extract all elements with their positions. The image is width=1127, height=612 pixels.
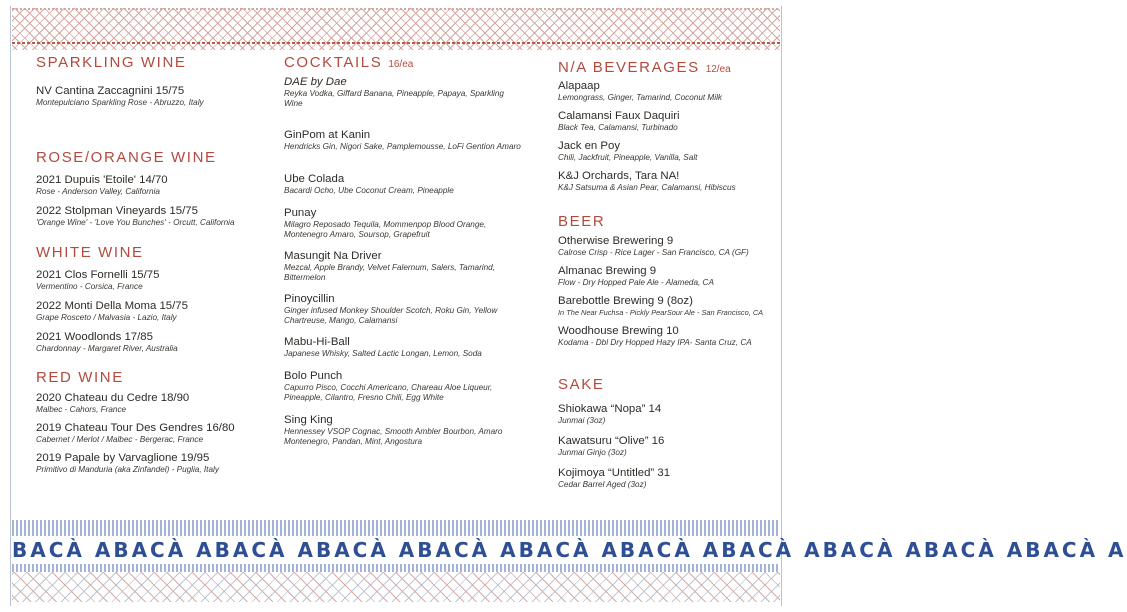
item-description: Junmai Ginjo (3oz): [558, 448, 627, 457]
item-description: Chili, Jackfruit, Pineapple, Vanilla, Salt: [558, 153, 698, 162]
item-name: Calamansi Faux Daquiri: [558, 110, 680, 122]
section-beer: [558, 213, 783, 348]
menu-item: [36, 204, 261, 228]
menu-item: [36, 173, 261, 197]
menu-item: [558, 264, 783, 288]
item-name: Sing King: [284, 414, 333, 426]
menu-item: [558, 434, 783, 458]
item-description: Rose - Anderson Valley, California: [36, 187, 160, 196]
menu-item: [284, 249, 524, 292]
section-title-text: COCKTAILS: [284, 54, 383, 71]
item-description: Japanese Whisky, Salted Lactic Longan, Lemon, Soda: [284, 349, 482, 358]
menu-item: [284, 172, 524, 206]
menu-item: [558, 109, 783, 133]
section-title: ROSE/ORANGE WINE: [36, 149, 217, 166]
item-description: Cedar Barrel Aged (3oz): [558, 480, 647, 489]
section-title: [284, 54, 524, 71]
menu-item: [36, 268, 261, 292]
menu-item: [284, 206, 524, 249]
menu-item: [558, 294, 783, 318]
item-description: Flow - Dry Hopped Pale Ale - Alameda, CA: [558, 278, 714, 287]
menu-item: [36, 299, 261, 323]
cocktail-list: [284, 75, 524, 447]
item-name: 2021 Woodlonds 17/85: [36, 331, 153, 343]
section-na-beverages: [558, 59, 783, 193]
menu-item: [36, 451, 261, 475]
item-name: Punay: [284, 207, 317, 219]
item-description: 'Orange Wine' - 'Love You Bunches' - Orcutt, California: [36, 218, 235, 227]
item-name: 2019 Chateau Tour Des Gendres 16/80: [36, 422, 235, 434]
menu-item: [558, 169, 783, 193]
section-price: 12/ea: [705, 64, 731, 75]
item-description: Kodama - Dbl Dry Hopped Hazy IPA- Santa Cruz, CA: [558, 338, 752, 347]
section-title: SAKE: [558, 376, 605, 393]
section-white-wine: [36, 244, 261, 354]
abaca-logo-strip: BACÀ ABACÀ ABACÀ ABACÀ ABACÀ ABACÀ ABACÀ ABACÀ ABACÀ ABACÀ ABACÀ A: [12, 538, 1127, 562]
item-description: Lemongrass, Ginger, Tamarind, Coconut Milk: [558, 93, 722, 102]
item-name: Masungit Na Driver: [284, 250, 382, 262]
bottom-pattern-band-middle: [12, 564, 780, 572]
menu-item: [36, 84, 261, 108]
item-description: Milagro Reposado Tequila, Mommenpop Blood Orange, Montenegro Amaro, Soursop, Grapefruit: [284, 220, 487, 239]
section-title: BEER: [558, 213, 606, 230]
menu-item: [284, 369, 524, 413]
menu-item: [36, 391, 261, 415]
item-description: Bacardi Ocho, Ube Coconut Cream, Pineapple: [284, 186, 454, 195]
menu-item: [36, 421, 261, 445]
item-description: K&J Satsuma & Asian Pear, Calamansi, Hibiscus: [558, 183, 736, 192]
section-red-wine: [36, 369, 261, 475]
item-name: 2020 Chateau du Cedre 18/90: [36, 392, 190, 404]
item-description: Junmai (3oz): [558, 416, 606, 425]
menu-item: [36, 330, 261, 354]
item-description: Chardonnay - Margaret River, Australia: [36, 344, 178, 353]
menu-column-cocktails: [284, 54, 524, 447]
item-description: Calrose Crisp - Rice Lager - San Francisco, CA (GF): [558, 248, 749, 257]
item-description: Capurro Pisco, Cocchi Americano, Chareau Aloe Liqueur, Pineapple, Cilantro, Fresno Chili, Egg White: [284, 383, 493, 402]
item-description: Primitivo di Manduria (aka Zinfandel) - Puglia, Italy: [36, 465, 219, 474]
item-name: Kawatsuru “Olive” 16: [558, 435, 665, 447]
menu-item: [558, 324, 783, 348]
item-description: Ginger infused Monkey Shoulder Scotch, Roku Gin, Yellow Chartreuse, Mango, Calamansi: [284, 306, 498, 325]
item-description: Malbec - Cahors, France: [36, 405, 127, 414]
item-description: Montepulciano Sparkling Rose - Abruzzo, Italy: [36, 98, 204, 107]
item-name: 2019 Papale by Varvaglione 19/95: [36, 452, 210, 464]
item-description: Grape Rosceto / Malvasia - Lazio, Italy: [36, 313, 177, 322]
section-title: WHITE WINE: [36, 244, 144, 261]
section-title: SPARKLING WINE: [36, 54, 187, 71]
item-name: Jack en Poy: [558, 140, 621, 152]
item-name: NV Cantina Zaccagnini 15/75: [36, 85, 185, 97]
item-description: Mezcal, Apple Brandy, Velvet Falernum, Salers, Tamarind, Bittermelon: [284, 263, 495, 282]
item-name: Alapaap: [558, 80, 600, 92]
section-price: 16/ea: [388, 59, 414, 70]
item-name: GinPom at Kanin: [284, 129, 371, 141]
item-description: Reyka Vodka, Giffard Banana, Pineapple, Papaya, Sparkling Wine: [284, 89, 504, 108]
menu-item: [558, 79, 783, 103]
item-name: Bolo Punch: [284, 370, 343, 382]
item-name: 2022 Monti Della Moma 15/75: [36, 300, 188, 312]
item-name: K&J Orchards, Tara NA!: [558, 170, 680, 182]
item-description: Black Tea, Calamansi, Turbinado: [558, 123, 678, 132]
menu-item: [558, 402, 783, 426]
item-name: 2021 Clos Fornelli 15/75: [36, 269, 160, 281]
menu-item: [558, 466, 783, 490]
menu-item: [284, 128, 524, 172]
item-name: Barebottle Brewing 9 (8oz): [558, 295, 693, 307]
item-description: Cabernet / Merlot / Malbec - Bergerac, France: [36, 435, 204, 444]
section-title: [558, 59, 783, 76]
item-description: In The Near Fuchsa - Pickly PearSour Ale - San Francisco, CA: [558, 308, 764, 317]
menu-item: [558, 139, 783, 163]
menu-item: [558, 234, 783, 258]
menu-item: [284, 75, 524, 128]
item-name: Almanac Brewing 9: [558, 265, 657, 277]
item-description: Vermentino - Corsica, France: [36, 282, 143, 291]
menu-item: [284, 335, 524, 369]
section-title-text: N/A BEVERAGES: [558, 59, 700, 76]
item-name: 2021 Dupuis 'Etoile' 14/70: [36, 174, 168, 186]
section-sake: [558, 376, 783, 490]
item-name: Mabu-Hi-Ball: [284, 336, 350, 348]
item-description: Hennessey VSOP Cognac, Smooth Ambler Bourbon, Amaro Montenegro, Pandan, Mint, Angostura: [284, 427, 503, 446]
item-name: Kojimoya “Untitled” 31: [558, 467, 671, 479]
item-name: Woodhouse Brewing 10: [558, 325, 679, 337]
section-rose-orange-wine: [36, 149, 261, 228]
section-title: RED WINE: [36, 369, 124, 386]
section-sparkling-wine: [36, 54, 261, 108]
menu-item: [284, 292, 524, 335]
bottom-pattern-band-lower: [12, 572, 780, 602]
item-name: Pinoycillin: [284, 293, 335, 305]
bottom-pattern-band-upper: [12, 520, 780, 536]
top-pattern-line: [12, 42, 780, 44]
item-name: Ube Colada: [284, 173, 345, 185]
menu-item: [284, 413, 524, 447]
item-name: 2022 Stolpman Vineyards 15/75: [36, 205, 198, 217]
item-description: Hendricks Gin, Nigori Sake, Pamplemousse, LoFi Gention Amaro: [284, 142, 521, 151]
item-name: DAE by Dae: [284, 76, 347, 88]
item-name: Shiokawa “Nopa” 14: [558, 403, 662, 415]
item-name: Otherwise Brewering 9: [558, 235, 674, 247]
